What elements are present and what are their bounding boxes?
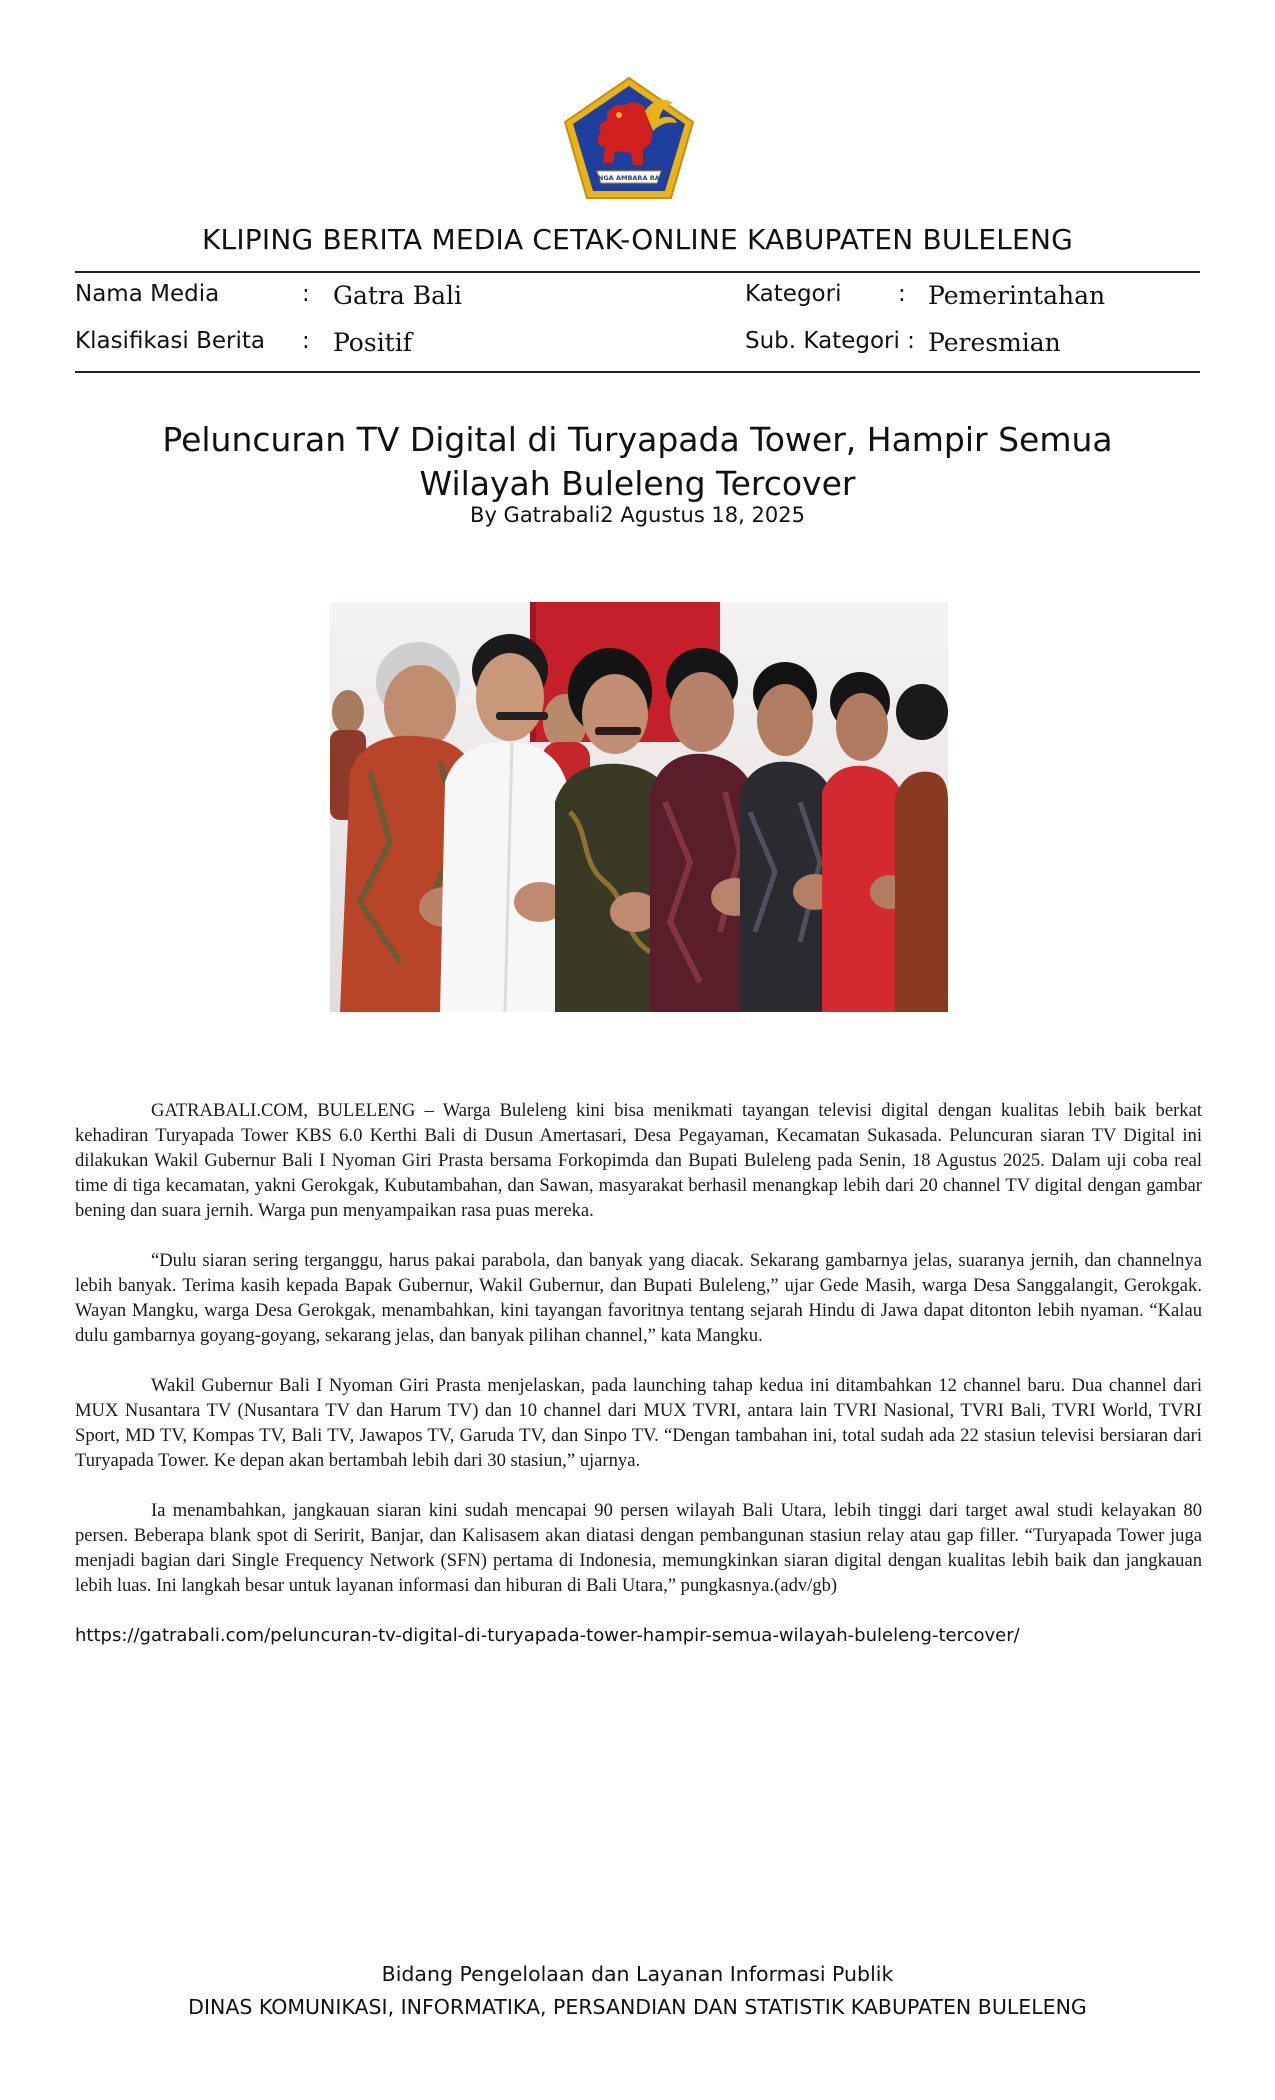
klasifikasi-value: Positif: [333, 328, 412, 357]
header-rule-top: [75, 271, 1200, 273]
sub-kategori-value: Peresmian: [928, 328, 1061, 357]
article-paragraph-2: “Dulu siaran sering terganggu, harus pakai parabola, dan banyak yang diacak. Sekarang gambarnya jelas, suaranya jernih, dan channelnya lebih banyak. Terima kasih kepada Bapak Gubernur, Wakil Gubernur, dan Bupati Buleleng,” ujar Gede Masih, warga Desa Sanggalangit, Gerokgak. Wayan Mangku, warga Desa Gerokgak, menambahkan, kini tayangan favoritnya tentang sejarah Hindu di Jawa dapat ditonton lebih nyaman. “Kalau dulu gambarnya goyang-goyang, sekarang jelas, dan banyak pilihan channel,” kata Mangku.: [75, 1250, 1202, 1346]
article-title-line-1: Peluncuran TV Digital di Turyapada Tower, Hampir Semua: [162, 420, 1113, 459]
sub-kategori-label: Sub. Kategori :: [745, 328, 915, 354]
article-paragraph-3: Wakil Gubernur Bali I Nyoman Giri Prasta menjelaskan, pada launching tahap kedua ini ditambahkan 12 channel baru. Dua channel dari MUX Nusantara TV (Nusantara TV dan Harum TV) dan 10 channel dari MUX TVRI, antara lain TVRI Nasional, TVRI Bali, TVRI World, TVRI Sport, MD TV, Kompas TV, Bali TV, Jawapos TV, Garuda TV, dan Sinpo TV. “Dengan tambahan ini, total sudah ada 22 stasiun televisi bersiaran dari Turyapada Tower. Ke depan akan bertambah lebih dari 30 stasiun,” ujarnya.: [75, 1375, 1202, 1471]
article-title: [75, 418, 1200, 506]
kabupaten-buleleng-logo: [561, 75, 697, 202]
footer-agency: DINAS KOMUNIKASI, INFORMATIKA, PERSANDIAN DAN STATISTIK KABUPATEN BULELENG: [188, 1995, 1087, 2019]
nama-media-colon: :: [302, 281, 310, 307]
kategori-value: Pemerintahan: [928, 281, 1106, 310]
article-paragraph-4: Ia menambahkan, jangkauan siaran kini sudah mencapai 90 persen wilayah Bali Utara, lebih tinggi dari target awal studi kelayakan 80 persen. Beberapa blank spot di Seririt, Banjar, dan Kalisasem akan diatasi dengan pembangunan stasiun relay atau gap filler. “Turyapada Tower juga menjadi bagian dari Single Frequency Network (SFN) pertama di Indonesia, memungkinkan siaran digital dengan kualitas lebih baik dan jangkauan lebih luas. Ini langkah besar untuk layanan informasi dan hiburan di Bali Utara,” pungkasnya.(adv/gb): [75, 1500, 1202, 1596]
article-title-line-2: Wilayah Buleleng Tercover: [419, 464, 856, 503]
klasifikasi-colon: :: [302, 328, 310, 354]
kategori-label: Kategori: [745, 281, 842, 307]
logo-motto-text: SINGA AMBARA RAJA: [590, 174, 668, 182]
article-byline: By Gatrabali2 Agustus 18, 2025: [470, 503, 805, 527]
header-rule-bottom: [75, 371, 1200, 373]
article-paragraph-1: GATRABALI.COM, BULELENG – Warga Buleleng kini bisa menikmati tayangan televisi digital dengan kualitas lebih baik berkat kehadiran Turyapada Tower KBS 6.0 Kerthi Bali di Dusun Amertasari, Desa Pegayaman, Kecamatan Sukasada. Peluncuran siaran TV Digital ini dilakukan Wakil Gubernur Bali I Nyoman Giri Prasta bersama Forkopimda dan Bupati Buleleng pada Senin, 18 Agustus 2025. Dalam uji coba real time di tiga kecamatan, yakni Gerokgak, Kubutambahan, dan Sawan, masyarakat berhasil menangkap lebih dari 20 channel TV digital dengan gambar bening dan suara jernih. Warga pun menyampaikan rasa puas mereka.: [75, 1100, 1202, 1221]
article-photo: [330, 602, 948, 1012]
source-url-link[interactable]: https://gatrabali.com/peluncuran-tv-digital-di-turyapada-tower-hampir-semua-wilayah-buleleng-tercover/: [75, 1625, 1020, 1646]
kategori-colon: :: [898, 281, 906, 307]
klasifikasi-label: Klasifikasi Berita: [75, 328, 266, 354]
footer-department: Bidang Pengelolaan dan Layanan Informasi Publik: [381, 1962, 894, 1986]
document-header-title: KLIPING BERITA MEDIA CETAK-ONLINE KABUPATEN BULELENG: [201, 223, 1073, 256]
nama-media-label: Nama Media: [75, 281, 220, 307]
article-body: [75, 1098, 1202, 1623]
nama-media-value: Gatra Bali: [333, 281, 462, 310]
